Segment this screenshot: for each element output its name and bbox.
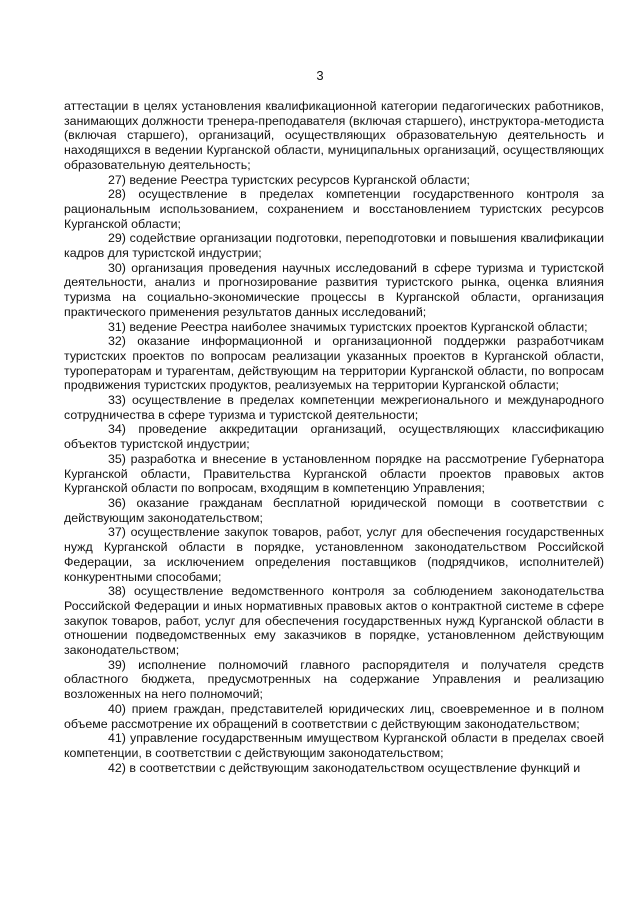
list-item: 31) ведение Реестра наиболее значимых туристских проектов Курганской области; bbox=[108, 319, 588, 334]
list-item: 40) прием граждан, представителей юридических лиц, своевременное и в полном объеме рассмотрение их обращений в соответствии с действующим законодательством; bbox=[64, 701, 604, 731]
list-item: 32) оказание информационной и организационной поддержки разработчикам туристских проектов по вопросам реализации указанных проектов в Курганской области, туроператорам и турагентам, действующим на территории Курганской области, по вопросам продвижения туристских продуктов, реализуемых на территории Курганской области; bbox=[64, 334, 604, 393]
list-item: 42) в соответствии с действующим законодательством осуществление функций и bbox=[108, 760, 581, 775]
list-item: 38) осуществление ведомственного контроля за соблюдением законодательства Российской Федерации и иных нормативных правовых актов о контрактной системе в сфере закупок товаров, работ, услуг для обеспечения государственных нужд Курганской области в отношении подведомственных ему заказчиков в порядке, установленном действующим законодательством; bbox=[64, 584, 604, 658]
list-item: 28) осуществление в пределах компетенции государственного контроля за рациональным использованием, сохранением и восстановлением туристских ресурсов Курганской области; bbox=[64, 187, 604, 231]
page-number: 3 bbox=[316, 68, 324, 83]
document-body bbox=[64, 99, 604, 775]
continuation-paragraph: аттестации в целях установления квалификационной категории педагогических работников, занимающих должности тренера-преподавателя (включая старшего), инструктора-методиста (включая старшего), организаций, осуществляющих образовательную деятельность и находящихся в ведении Курганской области, муниципальных организаций, осуществляющих образовательную деятельность; bbox=[64, 99, 604, 172]
list-item: 41) управление государственным имуществом Курганской области в пределах своей компетенции, в соответствии с действующим законодательством; bbox=[64, 731, 604, 760]
list-item: 27) ведение Реестра туристских ресурсов Курганской области; bbox=[108, 172, 470, 187]
list-item: 34) проведение аккредитации организаций, осуществляющих классификацию объектов туристской индустрии; bbox=[64, 422, 604, 452]
list-item: 30) организация проведения научных исследований в сфере туризма и туристской деятельности, анализ и прогнозирование развития туристского рынка, оценка влияния туризма на социально-экономические процессы в Курганской области, организация практического применения результатов данных исследований; bbox=[64, 260, 604, 319]
list-item: 35) разработка и внесение в установленном порядке на рассмотрение Губернатора Курганской области, Правительства Курганской области проектов правовых актов Курганской области по вопросам, входящим в компетенцию Управления; bbox=[64, 451, 604, 496]
numbered-list bbox=[64, 173, 604, 776]
list-item: 36) оказание гражданам бесплатной юридической помощи в соответствии с действующим законодательством; bbox=[64, 495, 604, 525]
list-item: 29) содействие организации подготовки, переподготовки и повышения квалификации кадров для туристской индустрии; bbox=[64, 231, 604, 261]
list-item: 39) исполнение полномочий главного распорядителя и получателя средств областного бюджета, предусмотренных на содержание Управления и реализацию возложенных на него полномочий; bbox=[64, 657, 604, 702]
list-item: 33) осуществление в пределах компетенции межрегионального и международного сотрудничества в сфере туризма и туристской деятельности; bbox=[64, 393, 604, 422]
list-item: 37) осуществление закупок товаров, работ, услуг для обеспечения государственных нужд Курганской области в порядке, установленном законодательством Российской Федерации, за исключением определения поставщиков (подрядчиков, исполнителей) конкурентными способами; bbox=[64, 525, 604, 584]
